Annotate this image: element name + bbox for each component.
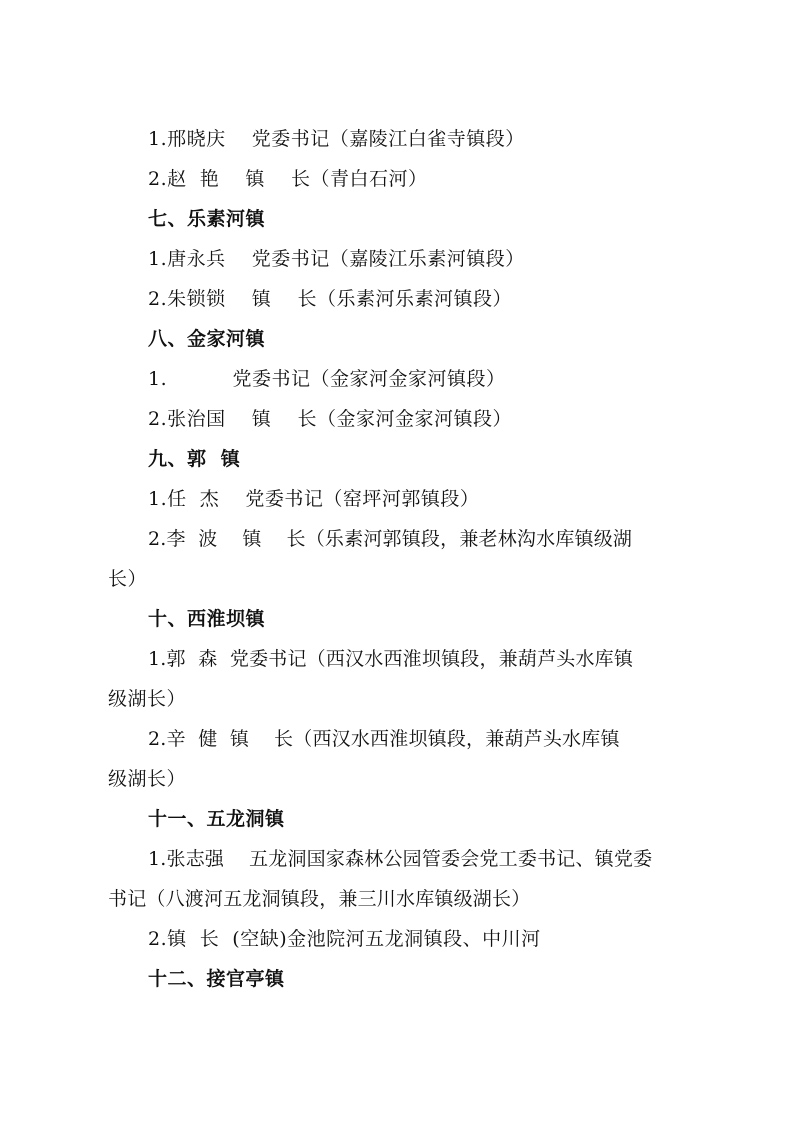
text-line-continuation: 长） (108, 568, 148, 590)
text-line: 1.任 杰 党委书记（窑坪河郭镇段） (148, 488, 480, 510)
text-line: 2.赵 艳 镇 长（青白石河） (148, 168, 428, 190)
text-line-continuation: 书记（八渡河五龙洞镇段，兼三川水库镇级湖长） (108, 888, 531, 910)
text-line-continuation: 级湖长） (108, 768, 187, 790)
section-heading: 八、金家河镇 (148, 328, 266, 350)
text-line: 2.李 波 镇 长（乐素河郭镇段，兼老林沟水库镇级湖 (148, 528, 633, 550)
section-heading: 十一、五龙洞镇 (148, 808, 285, 830)
section-heading: 十二、接官亭镇 (148, 968, 285, 990)
text-line: 1.郭 森 党委书记（西汉水西淮坝镇段，兼葫芦头水库镇 (148, 648, 634, 670)
text-line: 2.张治国 镇 长（金家河金家河镇段） (148, 408, 512, 430)
section-heading: 七、乐素河镇 (148, 208, 266, 230)
text-line: 1.张志强 五龙洞国家森林公园管委会党工委书记、镇党委 (148, 848, 653, 870)
text-line: 1.邢晓庆 党委书记（嘉陵江白雀寺镇段） (148, 128, 525, 150)
text-line: 1.唐永兵 党委书记（嘉陵江乐素河镇段） (148, 248, 525, 270)
section-heading: 九、郭 镇 (148, 448, 241, 470)
text-line: 2.辛 健 镇 长（西汉水西淮坝镇段，兼葫芦头水库镇 (148, 728, 620, 750)
section-heading: 十、西淮坝镇 (148, 608, 266, 630)
text-line: 2.朱锁锁 镇 长（乐素河乐素河镇段） (148, 288, 512, 310)
text-line: 1. 党委书记（金家河金家河镇段） (148, 368, 506, 390)
text-line: 2.镇 长 (空缺)金池院河五龙洞镇段、中川河 (148, 928, 541, 950)
text-line-continuation: 级湖长） (108, 688, 187, 710)
